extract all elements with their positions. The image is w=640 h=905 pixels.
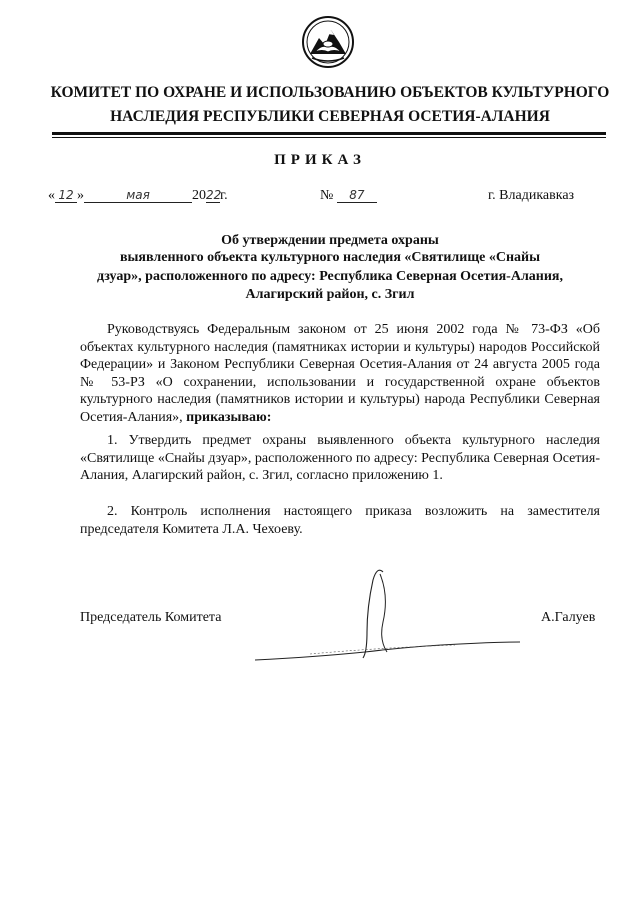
coat-of-arms-emblem — [301, 14, 355, 70]
date-year-suffix: 22 — [206, 188, 222, 202]
subject-line3: дзуар», расположенного по адресу: Республика Северная Осетия-Алания, — [96, 269, 564, 284]
order-item-1: 1. Утвердить предмет охраны выявленного объекта культурного наследия «Святилище «Снайы дзуар», расположенного по адресу: Республика Северная Осетия-Алания, Алагирский район, с. Згил, согласно приложению 1. — [80, 433, 600, 483]
signatory-position: Председатель Комитета — [80, 610, 222, 625]
signatory-name: А.Галуев — [541, 610, 596, 625]
committee-name-line2: НАСЛЕДИЯ РЕСПУБЛИКИ СЕВЕРНАЯ ОСЕТИЯ-АЛАНИЯ — [110, 108, 550, 125]
handwritten-signature — [255, 562, 525, 667]
subject-line1: Об утверждении предмета охраны — [221, 233, 439, 248]
date-month: мая — [84, 189, 192, 203]
date-year-g: г. — [220, 188, 228, 203]
preamble-paragraph — [80, 321, 600, 426]
subject-line4: Алагирский район, с. Згил — [245, 287, 415, 302]
committee-name-line1: КОМИТЕТ ПО ОХРАНЕ И ИСПОЛЬЗОВАНИЮ ОБЪЕКТОВ КУЛЬТУРНОГО — [50, 84, 610, 101]
order-number — [320, 188, 377, 204]
date-quote-open: « — [48, 188, 55, 203]
preamble-command: приказываю: — [186, 409, 272, 425]
order-title: ПРИКАЗ — [274, 152, 366, 168]
subject-line2: выявленного объекта культурного наследия «Святилище «Снайы — [119, 250, 541, 265]
header-rule-thick — [52, 132, 606, 135]
order-item-2: 2. Контроль исполнения настоящего приказа возложить на заместителя председателя Комитета Л.А. Чехоеву. — [80, 504, 600, 537]
header-rule-thin — [52, 137, 606, 138]
order-date — [48, 188, 228, 204]
date-day: 12 — [55, 189, 77, 203]
date-year-prefix: 20 — [192, 188, 206, 203]
order-city: г. Владикавказ — [488, 188, 575, 203]
date-quote-close: » — [77, 188, 84, 203]
number-label: № — [320, 188, 334, 203]
number-value: 87 — [337, 189, 377, 203]
preamble-text: Руководствуясь Федеральным законом от 25 июня 2002 года № 73-ФЗ «Об объектах культурного наследия (памятниках истории и культуры) народов Российской Федерации» и Законом Республики Северная Осетия-Алания от 24 августа 2005 года № 53-РЗ «О сохранении, использовании и государственной охране объектов культурного наследия (памятников истории и культуры) народа Республики Северная Осетия-Алания», — [80, 322, 600, 425]
